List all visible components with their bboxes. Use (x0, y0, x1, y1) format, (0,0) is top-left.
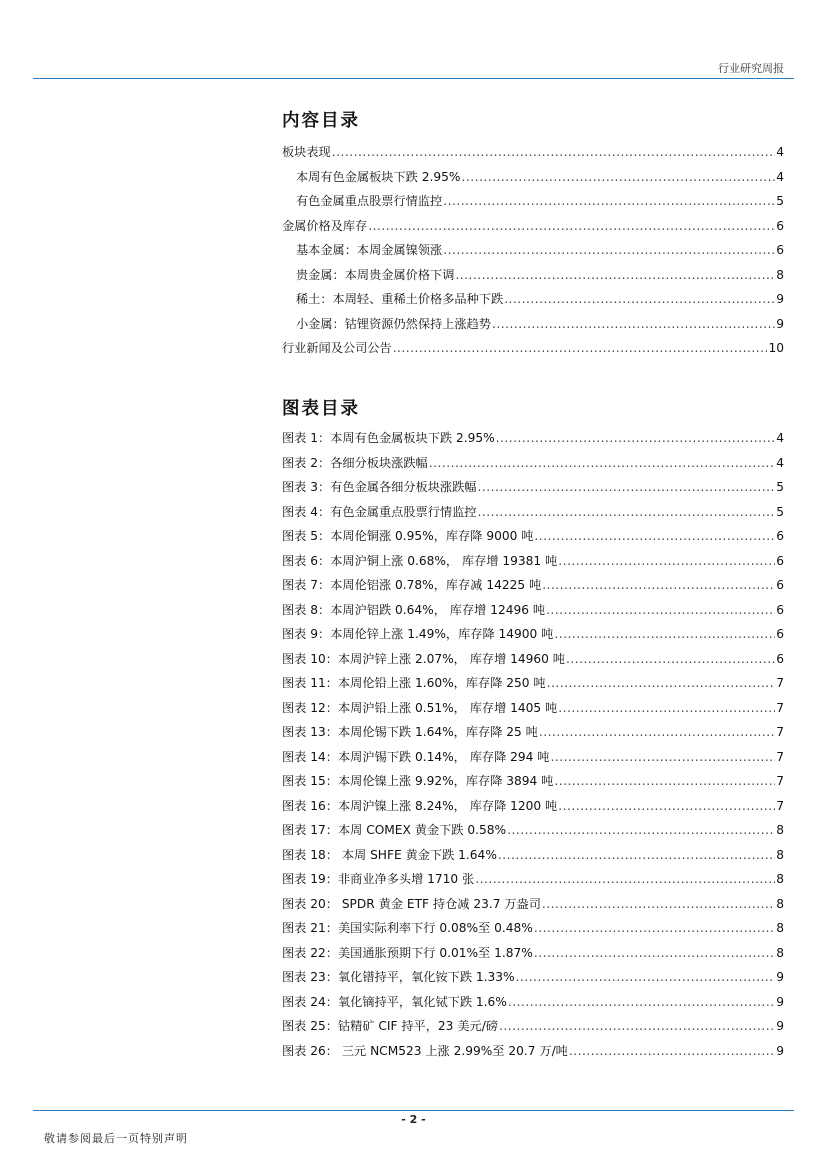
figure-entry[interactable] (282, 818, 784, 843)
figure-entry-title: 图表 22：美国通胀预期下行 0.01%至 1.87% (282, 945, 533, 960)
dot-leader (558, 549, 775, 574)
toc-entry-page-number: 9 (776, 316, 784, 331)
figure-entry-page-number: 7 (776, 700, 784, 715)
figure-entry[interactable] (282, 1014, 784, 1039)
toc-entry[interactable] (282, 165, 784, 190)
dot-leader (516, 965, 776, 990)
figure-entry-page-number: 9 (776, 970, 784, 984)
figure-entry-title: 图表 14：本周沪锡下跌 0.14%， 库存降 294 吨 (282, 749, 550, 764)
figure-entry-page-number: 7 (776, 798, 784, 813)
figure-entry[interactable] (282, 965, 784, 990)
toc-entry[interactable] (282, 287, 784, 312)
toc-entry-title: 行业新闻及公司公告 (282, 341, 392, 355)
figure-index (282, 396, 784, 1063)
dot-leader (554, 769, 775, 794)
dot-leader (566, 647, 775, 672)
toc-entry-title: 本周有色金属板块下跌 2.95% (296, 169, 461, 184)
dot-leader (569, 1039, 775, 1064)
toc-entry-title: 贵金属：本周贵金属价格下调 (296, 267, 455, 282)
figure-entry-title: 图表 12：本周沪铅上涨 0.51%， 库存增 1405 吨 (282, 700, 558, 715)
dot-leader (534, 916, 775, 941)
figure-entry-page-number: 7 (776, 725, 784, 739)
figure-entry[interactable] (282, 745, 784, 770)
dot-leader (558, 696, 775, 721)
figure-entry[interactable] (282, 647, 784, 672)
toc-entry[interactable] (282, 336, 784, 361)
figure-entry-title: 图表 13：本周伦锡下跌 1.64%，库存降 25 吨 (282, 725, 538, 739)
figure-entry-title: 图表 25：钴精矿 CIF 持平，23 美元/磅 (282, 1019, 498, 1033)
toc-entry-page-number: 4 (776, 145, 784, 159)
figure-entry[interactable] (282, 696, 784, 721)
toc-entry[interactable] (282, 140, 784, 165)
figure-entry-page-number: 8 (776, 945, 784, 960)
dot-leader (393, 336, 768, 361)
dot-leader (461, 165, 775, 190)
figure-entry-page-number: 8 (776, 921, 784, 935)
figure-entry-page-number: 9 (776, 1043, 784, 1058)
figure-entry-title: 图表 10：本周沪锌上涨 2.07%， 库存增 14960 吨 (282, 651, 565, 666)
toc-entry-list (282, 140, 784, 361)
figure-entry[interactable] (282, 426, 784, 451)
dot-leader (558, 794, 775, 819)
figure-entry-page-number: 4 (776, 431, 784, 445)
disclaimer-note: 敬请参阅最后一页特别声明 (44, 1132, 188, 1145)
figure-entry-page-number: 8 (776, 896, 784, 911)
dot-leader (542, 573, 775, 598)
figure-entry[interactable] (282, 500, 784, 525)
figure-entry-title: 图表 23：氧化镨持平，氧化铵下跌 1.33% (282, 970, 515, 984)
figure-index-title: 图表目录 (282, 399, 360, 419)
toc-entry-title: 小金属：钴锂资源仍然保持上涨趋势 (296, 316, 491, 331)
figure-entry-page-number: 6 (776, 651, 784, 666)
header-report-type: 行业研究周报 (718, 62, 784, 75)
figure-entry-title: 图表 2：各细分板块涨跌幅 (282, 455, 428, 470)
toc-entry-page-number: 8 (776, 267, 784, 282)
figure-entry-title: 图表 9：本周伦锌上涨 1.49%，库存降 14900 吨 (282, 627, 554, 641)
figure-entry-title: 图表 11：本周伦铅上涨 1.60%，库存降 250 吨 (282, 676, 546, 690)
dot-leader (542, 892, 775, 917)
figure-entry[interactable] (282, 671, 784, 696)
figure-entry-title: 图表 4：有色金属重点股票行情监控 (282, 504, 477, 519)
figure-entry-page-number: 6 (776, 602, 784, 617)
figure-entry-title: 图表 6：本周沪铜上涨 0.68%， 库存增 19381 吨 (282, 553, 558, 568)
figure-entry-page-number: 6 (776, 627, 784, 641)
dot-leader (499, 1014, 775, 1039)
toc-entry-title: 金属价格及库存 (282, 218, 368, 233)
dot-leader (443, 189, 775, 214)
dot-leader (550, 745, 775, 770)
figure-entry-title: 图表 17：本周 COMEX 黄金下跌 0.58% (282, 823, 507, 837)
figure-entry[interactable] (282, 622, 784, 647)
dot-leader (496, 426, 776, 451)
dot-leader (475, 867, 775, 892)
figure-entry[interactable] (282, 916, 784, 941)
toc-entry-page-number: 6 (776, 218, 784, 233)
dot-leader (554, 622, 775, 647)
figure-entry[interactable] (282, 892, 784, 917)
figure-entry-title: 图表 16：本周沪镍上涨 8.24%， 库存降 1200 吨 (282, 798, 558, 813)
dot-leader (504, 287, 775, 312)
dot-leader (534, 941, 775, 966)
figure-entry[interactable] (282, 769, 784, 794)
figure-entry-title: 图表 5：本周伦铜涨 0.95%，库存降 9000 吨 (282, 529, 534, 543)
figure-entry-title: 图表 20： SPDR 黄金 ETF 持仓减 23.7 万盎司 (282, 896, 541, 911)
figure-entry[interactable] (282, 990, 784, 1015)
figure-entry-title: 图表 8：本周沪铝跌 0.64%， 库存增 12496 吨 (282, 602, 546, 617)
toc-entry-page-number: 9 (776, 292, 784, 306)
figure-entry-page-number: 6 (776, 578, 784, 592)
figure-entry-page-number: 9 (776, 994, 784, 1009)
toc-entry[interactable] (282, 214, 784, 239)
figure-entry-page-number: 5 (776, 504, 784, 519)
figure-entry-title: 图表 7：本周伦铝涨 0.78%，库存减 14225 吨 (282, 578, 542, 592)
figure-entry-page-number: 6 (776, 529, 784, 543)
dot-leader (368, 214, 775, 239)
figure-entry-page-number: 6 (776, 553, 784, 568)
header-divider (33, 78, 794, 79)
dot-leader (498, 843, 775, 868)
footer-divider (33, 1110, 794, 1111)
dot-leader (546, 598, 775, 623)
toc-entry[interactable] (282, 312, 784, 337)
figure-entry[interactable] (282, 451, 784, 476)
figure-entry-title: 图表 3：有色金属各细分板块涨跌幅 (282, 480, 477, 494)
figure-entry[interactable] (282, 720, 784, 745)
dot-leader (477, 475, 775, 500)
toc-entry-title: 基本金属：本周金属镍领涨 (296, 243, 443, 257)
figure-entry-list (282, 426, 784, 1063)
dot-leader (547, 671, 776, 696)
toc-entry[interactable] (282, 238, 784, 263)
figure-entry[interactable] (282, 843, 784, 868)
figure-entry-title: 图表 19：非商业净多头增 1710 张 (282, 872, 475, 886)
dot-leader (507, 818, 775, 843)
figure-entry[interactable] (282, 941, 784, 966)
dot-leader (492, 312, 775, 337)
figure-entry-title: 图表 1：本周有色金属板块下跌 2.95% (282, 431, 495, 445)
dot-leader (455, 263, 775, 288)
table-of-contents (282, 108, 784, 361)
toc-entry[interactable] (282, 263, 784, 288)
dot-leader (332, 140, 775, 165)
dot-leader (539, 720, 775, 745)
dot-leader (443, 238, 775, 263)
toc-entry-title: 稀土：本周轻、重稀土价格多品种下跌 (296, 292, 504, 306)
figure-entry-page-number: 8 (776, 872, 784, 886)
figure-entry-title: 图表 26： 三元 NCM523 上涨 2.99%至 20.7 万/吨 (282, 1043, 568, 1058)
figure-entry[interactable] (282, 573, 784, 598)
toc-entry-title: 板块表现 (282, 145, 331, 159)
figure-entry[interactable] (282, 1039, 784, 1064)
figure-entry[interactable] (282, 549, 784, 574)
figure-entry[interactable] (282, 867, 784, 892)
dot-leader (429, 451, 776, 476)
toc-entry[interactable] (282, 189, 784, 214)
dot-leader (534, 524, 775, 549)
figure-entry[interactable] (282, 598, 784, 623)
toc-title: 内容目录 (282, 111, 360, 131)
figure-entry-page-number: 9 (776, 1019, 784, 1033)
toc-entry-title: 有色金属重点股票行情监控 (296, 194, 443, 208)
figure-entry-title: 图表 15：本周伦镍上涨 9.92%，库存降 3894 吨 (282, 774, 554, 788)
page-number: - 2 - (401, 1113, 426, 1126)
figure-entry-page-number: 7 (776, 676, 784, 690)
figure-entry[interactable] (282, 524, 784, 549)
figure-entry-page-number: 7 (776, 749, 784, 764)
dot-leader (477, 500, 775, 525)
toc-entry-page-number: 10 (768, 341, 784, 355)
figure-entry-page-number: 8 (776, 847, 784, 862)
figure-entry-page-number: 5 (776, 480, 784, 494)
figure-entry[interactable] (282, 475, 784, 500)
figure-entry-page-number: 4 (776, 455, 784, 470)
dot-leader (508, 990, 775, 1015)
figure-entry-page-number: 8 (776, 823, 784, 837)
figure-entry-page-number: 7 (776, 774, 784, 788)
toc-entry-page-number: 4 (776, 169, 784, 184)
toc-entry-page-number: 6 (776, 243, 784, 257)
toc-entry-page-number: 5 (776, 194, 784, 208)
figure-entry-title: 图表 24：氧化镝持平，氧化铽下跌 1.6% (282, 994, 507, 1009)
figure-entry-title: 图表 21：美国实际利率下行 0.08%至 0.48% (282, 921, 533, 935)
figure-entry-title: 图表 18： 本周 SHFE 黄金下跌 1.64% (282, 847, 497, 862)
figure-entry[interactable] (282, 794, 784, 819)
